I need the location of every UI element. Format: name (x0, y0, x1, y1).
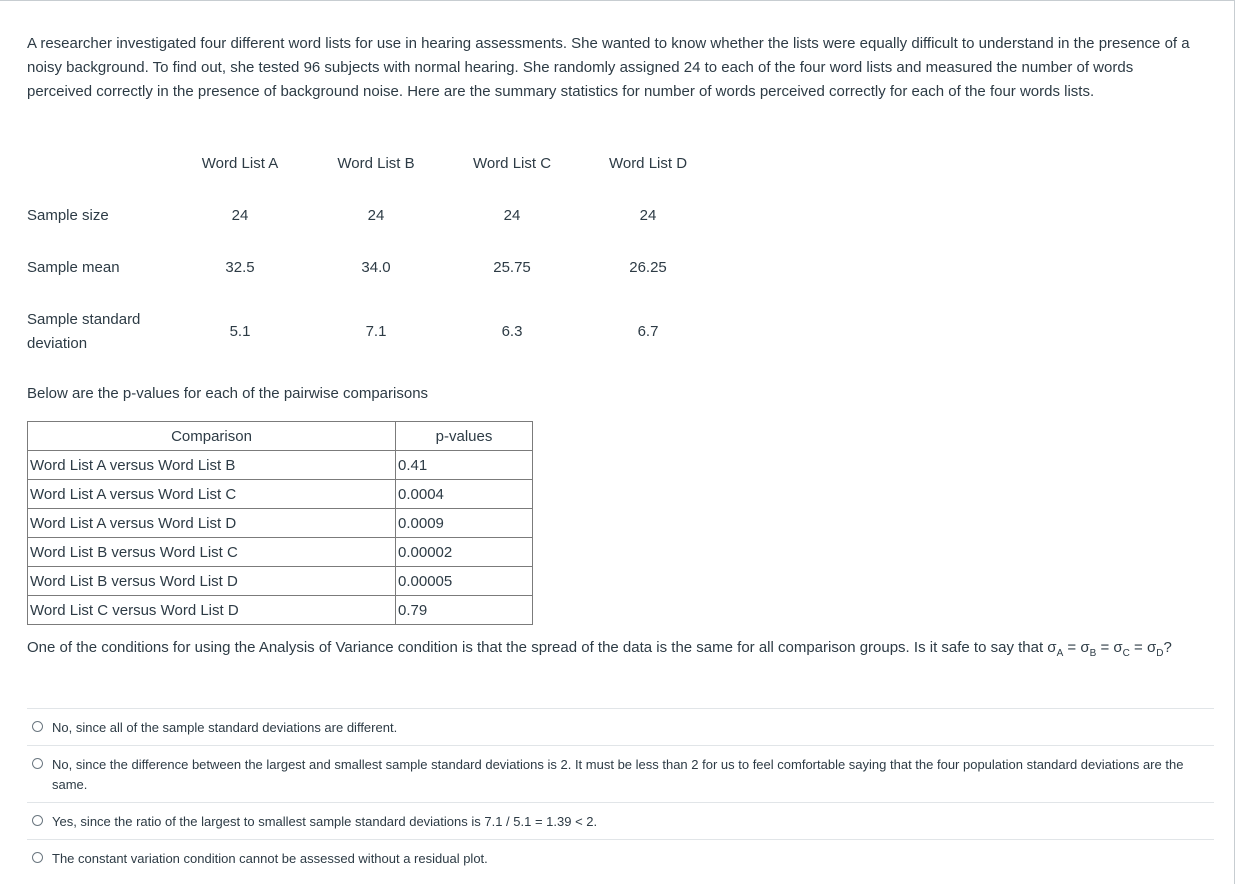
sigma-a: σ (1047, 639, 1057, 656)
header-word-list-d: Word List D (608, 155, 688, 172)
sample-size-a: 24 (231, 207, 249, 224)
row-label-sample-sd-line1: Sample standard (27, 311, 141, 328)
table-row (28, 596, 533, 625)
sample-sd-a: 5.1 (229, 323, 251, 340)
comparison-cell: Word List B versus Word List C (28, 538, 396, 567)
comparison-cell: Word List B versus Word List D (28, 567, 396, 596)
sample-size-c: 24 (503, 207, 521, 224)
answer-option-1[interactable] (27, 709, 1214, 746)
equals-3: = (1129, 639, 1147, 656)
sigma-c: σ (1113, 639, 1123, 656)
problem-intro: A researcher investigated four different word lists for use in hearing assessments. She wanted to know whether the lists were equally difficult to understand in the presence of a noisy background. To find out, she tested 96 subjects with normal hearing. She randomly assigned 24 to each of the four word lists and measured the number of words perceived correctly in the presence of background noise. Here are the summary statistics for number of words perceived correctly for each of the four words lists. (27, 35, 1190, 100)
answer-label: No, since the difference between the largest and smallest sample standard deviations is 2. It must be less than 2 for us to feel comfortable saying that the four population standard deviations are the same. (52, 757, 1184, 792)
header-word-list-c: Word List C (472, 155, 552, 172)
answer-label: No, since all of the sample standard deviations are different. (52, 720, 398, 735)
pvalue-cell: 0.00002 (396, 538, 533, 567)
question-mark: ? (1163, 639, 1172, 656)
pvalue-cell: 0.79 (396, 596, 533, 625)
sample-sd-c: 6.3 (501, 323, 523, 340)
pvalue-cell: 0.41 (396, 451, 533, 480)
sub-c: C (1122, 648, 1130, 659)
header-pvalues: p-values (396, 422, 533, 451)
pvalue-cell: 0.0009 (396, 509, 533, 538)
question-text (27, 636, 1207, 666)
pvalues-header-row (28, 422, 533, 451)
answer-option-4[interactable] (27, 840, 1214, 876)
equals-2: = (1096, 639, 1114, 656)
question-body: One of the conditions for using the Analysis of Variance condition is that the spread of the data is the same for all comparison groups. Is it safe to say that (27, 639, 1048, 656)
sigma-d: σ (1147, 639, 1157, 656)
sample-size-b: 24 (367, 207, 385, 224)
comparison-cell: Word List A versus Word List D (28, 509, 396, 538)
sample-mean-d: 26.25 (629, 259, 667, 276)
sub-d: D (1156, 648, 1164, 659)
answer-option-2[interactable] (27, 746, 1214, 803)
sub-a: A (1056, 648, 1064, 659)
table-row (28, 480, 533, 509)
header-word-list-a: Word List A (201, 155, 279, 172)
sample-sd-b: 7.1 (365, 323, 387, 340)
answer-label: Yes, since the ratio of the largest to smallest sample standard deviations is 7.1 / 5.1 = 1.39 < 2. (52, 814, 598, 829)
sample-mean-c: 25.75 (493, 259, 531, 276)
header-comparison: Comparison (28, 422, 396, 451)
answer-label: The constant variation condition cannot be assessed without a residual plot. (52, 851, 488, 866)
pvalues-intro: Below are the p-values for each of the pairwise comparisons (27, 385, 429, 402)
radio-button-icon[interactable] (32, 758, 43, 769)
radio-button-icon[interactable] (32, 852, 43, 863)
comparison-cell: Word List A versus Word List C (28, 480, 396, 509)
table-row (28, 451, 533, 480)
row-label-sample-size: Sample size (27, 207, 109, 224)
radio-button-icon[interactable] (32, 721, 43, 732)
answer-options (27, 708, 1214, 876)
row-label-sample-mean: Sample mean (27, 259, 120, 276)
table-row (28, 538, 533, 567)
pvalue-cell: 0.00005 (396, 567, 533, 596)
sample-sd-d: 6.7 (637, 323, 659, 340)
row-label-sample-sd-line2: deviation (27, 335, 88, 352)
table-row (28, 567, 533, 596)
pvalues-table (27, 421, 533, 625)
sample-mean-b: 34.0 (361, 259, 391, 276)
radio-button-icon[interactable] (32, 815, 43, 826)
comparison-cell: Word List A versus Word List B (28, 451, 396, 480)
answer-option-3[interactable] (27, 803, 1214, 840)
sigma-b: σ (1080, 639, 1090, 656)
sample-mean-a: 32.5 (225, 259, 255, 276)
header-word-list-b: Word List B (337, 155, 415, 172)
sample-size-d: 24 (639, 207, 657, 224)
sub-b: B (1089, 648, 1097, 659)
pvalue-cell: 0.0004 (396, 480, 533, 509)
equals-1: = (1063, 639, 1081, 656)
table-row (28, 509, 533, 538)
comparison-cell: Word List C versus Word List D (28, 596, 396, 625)
